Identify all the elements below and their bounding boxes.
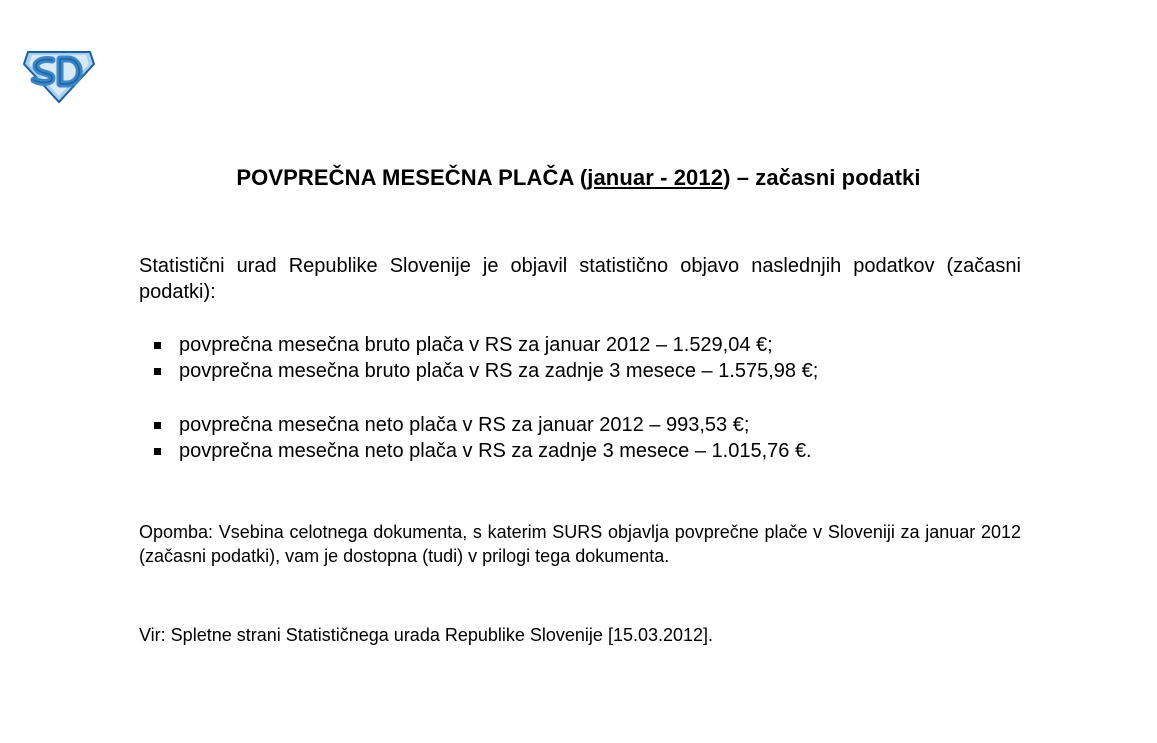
list-item-text: povprečna mesečna bruto plača v RS za zadnje 3 mesece – 1.575,98 €;: [179, 360, 819, 382]
sd-logo-icon: [22, 46, 96, 104]
bullet-square-icon: [154, 342, 161, 349]
list-item-text: povprečna mesečna neto plača v RS za januar 2012 – 993,53 €;: [179, 414, 750, 436]
bullet-square-icon: [154, 448, 161, 455]
bullet-square-icon: [154, 368, 161, 375]
title-suffix: ) – začasni podatki: [723, 165, 921, 190]
note-paragraph: Opomba: Vsebina celotnega dokumenta, s katerim SURS objavlja povprečne plače v Sloveniji za januar 2012 (začasni podatki), vam je dostopna (tudi) v prilogi tega dokumenta.: [139, 522, 1021, 566]
list-item: [152, 358, 1012, 384]
list-item-text: povprečna mesečna neto plača v RS za zadnje 3 mesece – 1.015,76 €.: [179, 440, 812, 462]
title-period: januar - 2012: [587, 165, 724, 190]
list-item: [152, 332, 1012, 358]
list-item: [152, 438, 1012, 464]
bullet-square-icon: [154, 422, 161, 429]
list-item: [152, 412, 1012, 438]
page-title: [0, 165, 1157, 191]
gross-salary-list: [152, 332, 1012, 384]
source-line: Vir: Spletne strani Statističnega urada Republike Slovenije [15.03.2012].: [139, 625, 714, 645]
net-salary-list: [152, 412, 1012, 464]
list-item-text: povprečna mesečna bruto plača v RS za januar 2012 – 1.529,04 €;: [179, 334, 773, 356]
intro-paragraph: Statistični urad Republike Slovenije je objavil statistično objavo naslednjih podatkov (začasni podatki):: [139, 255, 1021, 303]
title-prefix: POVPREČNA MESEČNA PLAČA (: [236, 165, 588, 190]
